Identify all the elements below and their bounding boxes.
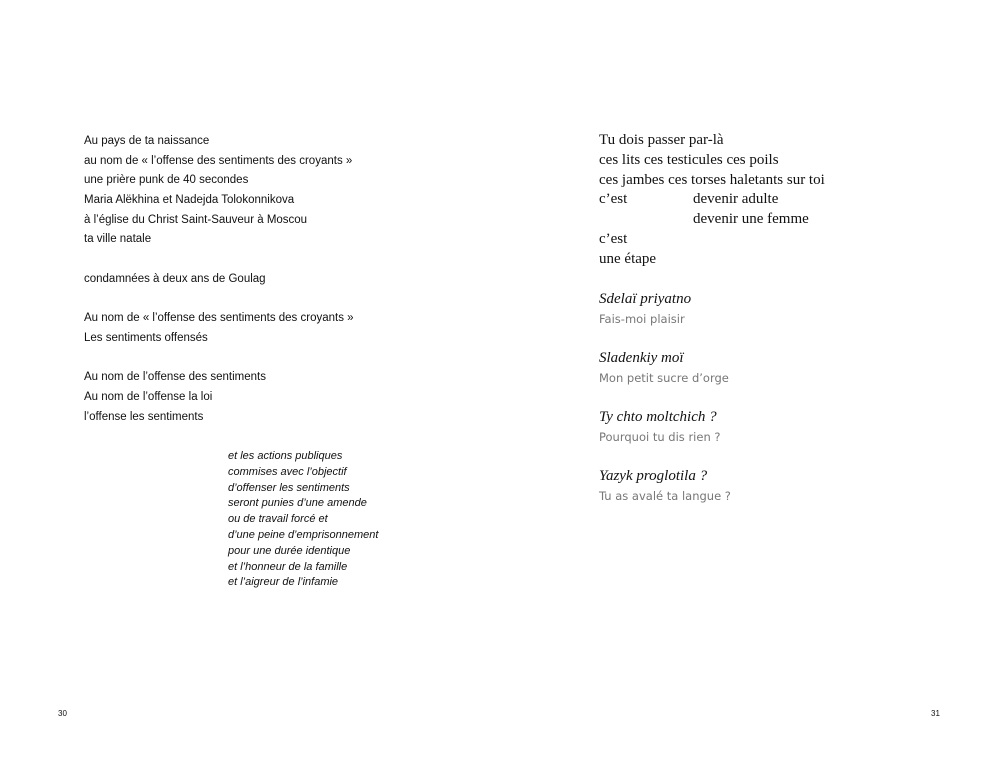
poem-line: Les sentiments offensés (84, 331, 208, 344)
poem-line (599, 131, 979, 151)
page-number-left: 30 (58, 709, 67, 718)
poem-line: condamnées à deux ans de Goulag (84, 272, 266, 285)
page-number-right: 31 (931, 709, 940, 718)
stanza-break (84, 250, 484, 270)
french-translation: Pourquoi tu dis rien ? (599, 430, 721, 444)
dialogue-pair (599, 289, 979, 348)
left-poem (84, 132, 484, 427)
law-quote-line: d’offenser les sentiments (228, 481, 350, 494)
law-quote-line: et l’honneur de la famille (228, 560, 348, 573)
stanza-break (84, 290, 484, 310)
french-translation: Fais-moi plaisir (599, 312, 685, 326)
poem-line (599, 250, 979, 270)
law-quote-line: d’une peine d’emprisonnement (228, 528, 379, 541)
poem-line: Au nom de l’offense des sentiments (84, 371, 266, 384)
russian-phrase: Sladenkiy moï (599, 350, 684, 366)
russian-phrase: Ty chto moltchich ? (599, 409, 717, 425)
dialogue-pair (599, 466, 979, 525)
poem-line-text: une étape (599, 250, 657, 267)
poem-line-text: c’est (599, 191, 628, 208)
law-quote-line: ou de travail forcé et (228, 513, 328, 526)
poem-line (599, 151, 979, 171)
french-translation: Mon petit sucre d’orge (599, 371, 729, 385)
right-poem (599, 131, 979, 270)
poem-line-text: c’est (599, 230, 628, 247)
poem-line: Maria Alëkhina et Nadejda Tolokonnikova (84, 194, 295, 207)
poem-line: l’offense les sentiments (84, 410, 204, 423)
poem-line-text: ces lits ces testicules ces poils (599, 151, 779, 168)
poem-line (599, 210, 979, 230)
poem-line-indented: devenir adulte (693, 191, 779, 208)
law-quote-line: et les actions publiques (228, 450, 343, 462)
dialogue-list (599, 289, 979, 525)
dialogue-pair (599, 348, 979, 407)
law-quote-line: pour une durée identique (228, 544, 351, 557)
poem-line-indented: devenir une femme (693, 211, 809, 228)
law-quote-line: seront punies d’une amende (228, 497, 367, 510)
french-translation: Tu as avalé ta langue ? (599, 489, 731, 503)
stanza-break (84, 349, 484, 369)
poem-line-text: ces jambes ces torses haletants sur toi (599, 171, 825, 188)
poem-line: Au nom de l’offense la loi (84, 390, 213, 403)
law-quote-line: commises avec l’objectif (228, 465, 347, 478)
poem-line: au nom de « l’offense des sentiments des croyants » (84, 154, 353, 167)
poem-line: Au nom de « l’offense des sentiments des croyants » (84, 312, 354, 325)
russian-phrase: Yazyk proglotila ? (599, 468, 708, 484)
russian-phrase: Sdelaï priyatno (599, 291, 692, 307)
poem-line (599, 230, 979, 250)
poem-line (599, 190, 979, 210)
poem-line-text: Tu dois passer par-là (599, 132, 724, 148)
poem-line: ta ville natale (84, 233, 152, 246)
poem-line: Au pays de ta naissance (84, 135, 210, 147)
poem-line: à l’église du Christ Saint-Sauveur à Moscou (84, 213, 308, 226)
poem-line (599, 171, 979, 191)
poem-line: une prière punk de 40 secondes (84, 174, 249, 187)
dialogue-pair (599, 407, 979, 466)
law-quote-block (228, 449, 508, 591)
law-quote-line: et l’aigreur de l’infamie (228, 576, 339, 589)
